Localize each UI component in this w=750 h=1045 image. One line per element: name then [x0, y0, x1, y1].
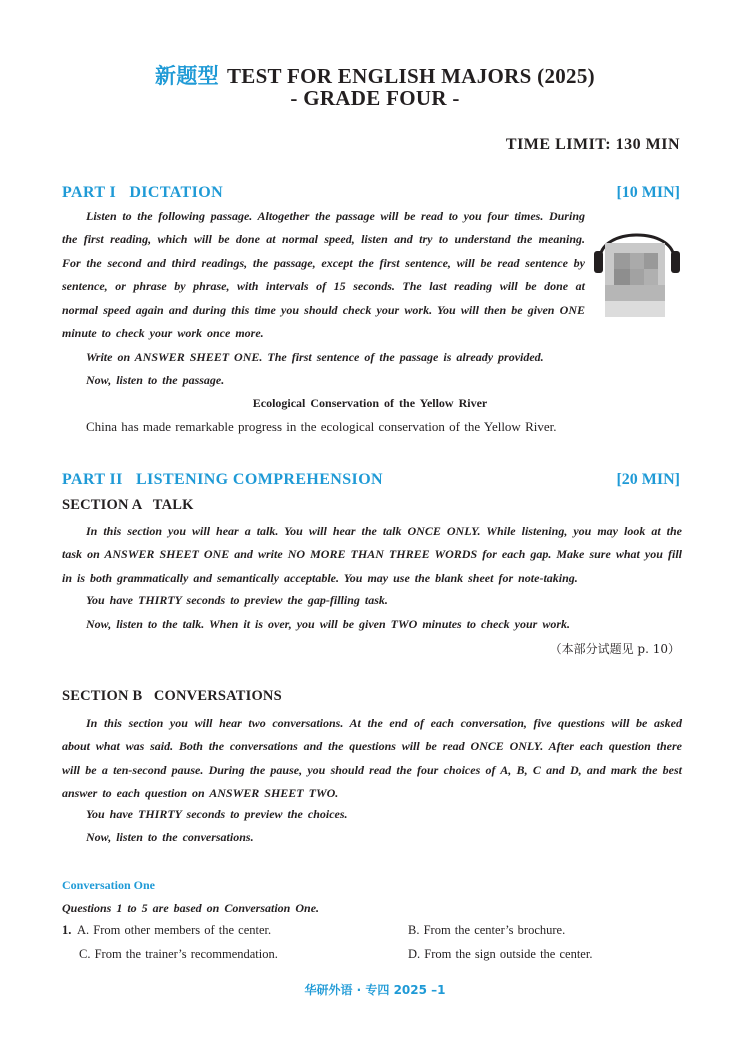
part2-minutes: [20 MIN] — [616, 471, 680, 488]
time-limit: TIME LIMIT: 130 MIN — [505, 136, 680, 153]
headphones-icon — [594, 219, 680, 319]
section-a-heading: SECTION A TALK — [62, 497, 194, 513]
passage-first-sentence: China has made remarkable progress in the ecological conservation of the Yellow River. — [86, 419, 557, 434]
page-reference: （本部分试题见 p. 10） — [549, 642, 680, 656]
conversation-title: Conversation One — [62, 878, 155, 892]
option-b: B. From the center’s brochure. — [408, 923, 566, 937]
part1-write-line: Write on ANSWER SHEET ONE. The first sentence of the passage is already provided. — [86, 350, 544, 364]
question-number: 1. — [62, 923, 72, 937]
part1-minutes: [10 MIN] — [616, 184, 680, 201]
part1-instructions: Listen to the following passage. Altogether the passage will be read to you four times. During the first reading, which will be done at normal speed, listen and try to understand the meaning. For the second and third readings, the passage, except the first sentence, will be read sentence by sentence, or phrase by phrase, with intervals of 15 seconds. The last reading will be done at normal speed again and during this time you should check your work. You will then be given ONE minute to check your work once more. — [62, 209, 585, 341]
section-b-heading: SECTION B CONVERSATIONS — [62, 688, 282, 704]
exam-subtitle: - GRADE FOUR - — [290, 86, 460, 110]
option-c: C. From the trainer’s recommendation. — [79, 947, 278, 961]
exam-title-text: TEST FOR ENGLISH MAJORS (2025) — [226, 64, 595, 88]
section-a-preview-line: You have THIRTY seconds to preview the gap-filling task. — [86, 593, 388, 607]
questions-intro: Questions 1 to 5 are based on Conversation One. — [62, 901, 320, 915]
option-a: A. From other members of the center. — [77, 923, 272, 937]
part2-heading: PART II LISTENING COMPREHENSION — [62, 471, 383, 488]
section-b-preview-line: You have THIRTY seconds to preview the choices. — [86, 807, 348, 821]
section-a-listen-line: Now, listen to the talk. When it is over, you will be given TWO minutes to check your work. — [86, 617, 571, 631]
part1-listen-line: Now, listen to the passage. — [86, 373, 225, 387]
option-d: D. From the sign outside the center. — [408, 947, 593, 961]
page-footer: 华研外语 · 专四 2025 –1 — [304, 983, 446, 997]
section-a-instructions: In this section you will hear a talk. You will hear the talk ONCE ONLY. While listening, you may look at the task on ANSWER SHEET ONE and write NO MORE THAN THREE WORDS for each gap. Make sure what you fill in is both grammatically and semantically acceptable. You may use the blank sheet for note-taking. — [62, 524, 682, 585]
part1-heading: PART I DICTATION — [62, 184, 224, 201]
section-b-instructions: In this section you will hear two conversations. At the end of each conversation, five questions will be asked about what was said. Both the conversations and the questions will be read ONCE ONLY. After each question there will be a ten-second pause. During the pause, you should read the four choices of A, B, C and D, and mark the best answer to each question on ANSWER SHEET TWO. — [62, 716, 682, 801]
section-b-listen-line: Now, listen to the conversations. — [86, 830, 254, 844]
new-format-tag: 新题型 — [155, 63, 219, 88]
passage-title: Ecological Conservation of the Yellow River — [252, 396, 488, 410]
